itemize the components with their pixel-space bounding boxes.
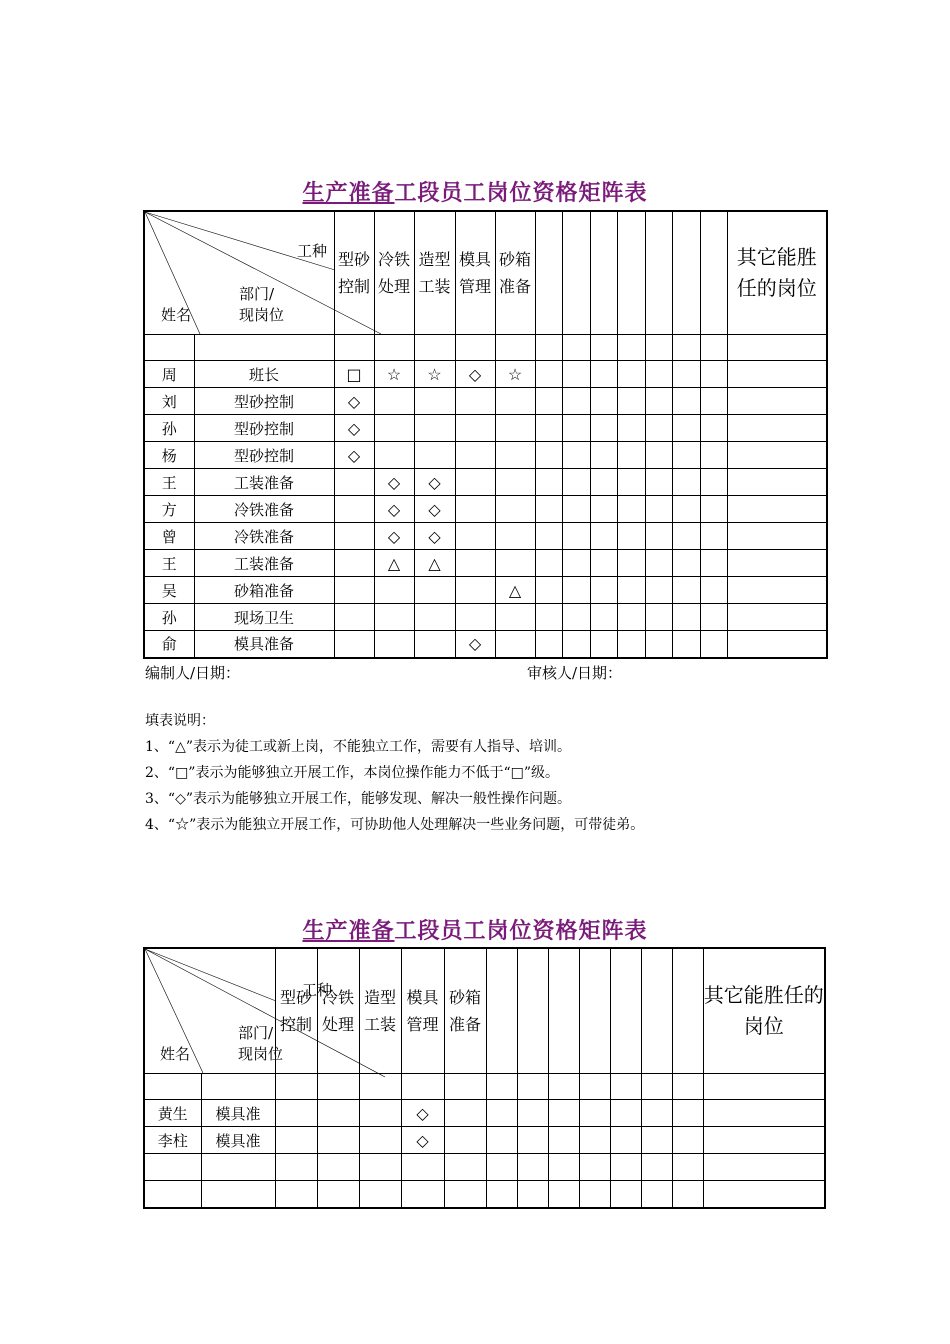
qualification-mark [374, 388, 414, 415]
employee-name: 李柱 [144, 1127, 201, 1154]
qualification-mark [495, 469, 535, 496]
table-row [144, 442, 827, 469]
qualification-mark [334, 523, 374, 550]
employee-name: 曾 [144, 523, 194, 550]
qualification-mark [275, 1154, 317, 1181]
title-rest: 工段员工岗位资格矩阵表 [394, 180, 648, 206]
qualification-mark: ◇ [401, 1100, 444, 1127]
column-header: 型砂控制 [275, 948, 317, 1074]
qualification-mark [495, 442, 535, 469]
qualification-mark: □ [334, 361, 374, 388]
employee-name: 方 [144, 496, 194, 523]
post-label: 现岗位 [238, 1045, 284, 1063]
qualification-mark [414, 415, 455, 442]
current-post: 班长 [194, 361, 334, 388]
employee-name [144, 1154, 201, 1181]
column-header: 模具管理 [401, 948, 444, 1074]
note-item: 3、“◇”表示为能够独立开展工作，能够发现、解决一般性操作问题。 [145, 791, 571, 807]
qualification-mark [414, 631, 455, 658]
column-header: 冷铁处理 [317, 948, 359, 1074]
table-row [144, 361, 827, 388]
qualification-mark: ◇ [401, 1127, 444, 1154]
table-row [144, 388, 827, 415]
qualification-mark [495, 523, 535, 550]
current-post: 冷铁准备 [194, 523, 334, 550]
note-item: 1、“△”表示为徒工或新上岗，不能独立工作，需要有人指导、培训。 [145, 739, 571, 755]
table-row [144, 415, 827, 442]
column-header: 造型工装 [414, 211, 455, 335]
qualification-mark [455, 604, 495, 631]
qualification-mark [374, 604, 414, 631]
table-row [144, 469, 827, 496]
qualification-mark [495, 388, 535, 415]
current-post: 型砂控制 [194, 388, 334, 415]
qualification-mark [414, 604, 455, 631]
table-row [144, 1181, 825, 1208]
employee-name [144, 1181, 201, 1208]
title-underlined: 生产准备 [302, 180, 395, 206]
qualification-mark: ◇ [374, 523, 414, 550]
employee-name: 俞 [144, 631, 194, 658]
current-post: 模具准 [201, 1127, 275, 1154]
title2-rest: 工段员工岗位资格矩阵表 [394, 918, 648, 944]
qualification-mark [444, 1181, 486, 1208]
current-post: 型砂控制 [194, 415, 334, 442]
note-item: 2、“□”表示为能够独立开展工作，本岗位操作能力不低于“□”级。 [145, 765, 559, 781]
blank-row [144, 1074, 825, 1100]
compiler-date-label: 编制人/日期： [145, 664, 241, 682]
post-label: 现岗位 [239, 306, 285, 324]
table-row [144, 1100, 825, 1127]
fill-instructions [145, 708, 644, 838]
qualification-mark [317, 1181, 359, 1208]
name-label: 姓名 [160, 1045, 191, 1063]
employee-name: 吴 [144, 577, 194, 604]
qualification-mark [455, 469, 495, 496]
qualification-mark [334, 469, 374, 496]
qualification-mark: ◇ [374, 496, 414, 523]
current-post: 模具准 [201, 1100, 275, 1127]
qualification-mark [359, 1154, 401, 1181]
current-post: 模具准备 [194, 631, 334, 658]
qualification-mark [455, 577, 495, 604]
qualification-mark: ☆ [374, 361, 414, 388]
table-row [144, 631, 827, 658]
current-post: 冷铁准备 [194, 496, 334, 523]
table-row [144, 496, 827, 523]
qualification-mark: ◇ [414, 496, 455, 523]
job-type-label: 工种 [302, 981, 333, 999]
qualification-mark: ◇ [414, 523, 455, 550]
column-header: 砂箱准备 [444, 948, 486, 1074]
qualification-mark [317, 1127, 359, 1154]
header-row [144, 211, 827, 335]
blank-row [144, 335, 827, 361]
qualification-mark: ◇ [414, 469, 455, 496]
employee-name: 孙 [144, 604, 194, 631]
qualification-mark [317, 1154, 359, 1181]
qualification-mark [455, 442, 495, 469]
qualification-mark [444, 1100, 486, 1127]
qualification-mark: ◇ [334, 442, 374, 469]
reviewer-date-label: 审核人/日期： [527, 664, 623, 682]
table-row [144, 604, 827, 631]
qualification-mark: ◇ [334, 388, 374, 415]
qualification-matrix-table-2 [143, 947, 826, 1209]
qualification-mark [359, 1127, 401, 1154]
current-post: 工装准备 [194, 469, 334, 496]
qualification-mark [495, 496, 535, 523]
table-row [144, 577, 827, 604]
current-post: 工装准备 [194, 550, 334, 577]
employee-name: 刘 [144, 388, 194, 415]
qualification-mark [401, 1181, 444, 1208]
notes-heading: 填表说明： [145, 713, 215, 729]
qualification-mark [414, 388, 455, 415]
qualification-mark [414, 442, 455, 469]
dept-label: 部门/ [238, 1024, 274, 1042]
qualification-mark: ◇ [455, 361, 495, 388]
current-post [201, 1154, 275, 1181]
qualification-mark: ☆ [414, 361, 455, 388]
column-header: 造型工装 [359, 948, 401, 1074]
qualification-mark [444, 1127, 486, 1154]
qualification-mark [359, 1181, 401, 1208]
current-post: 现场卫生 [194, 604, 334, 631]
qualification-mark [275, 1100, 317, 1127]
column-header: 模具管理 [455, 211, 495, 335]
qualification-mark [275, 1127, 317, 1154]
qualification-mark [455, 523, 495, 550]
other-posts-header: 其它能胜任的岗位 [727, 211, 827, 335]
employee-name: 杨 [144, 442, 194, 469]
employee-name: 周 [144, 361, 194, 388]
qualification-mark: ☆ [495, 361, 535, 388]
qualification-mark: ◇ [374, 469, 414, 496]
current-post: 砂箱准备 [194, 577, 334, 604]
qualification-mark [401, 1154, 444, 1181]
other-posts-header: 其它能胜任的岗位 [703, 948, 825, 1074]
qualification-mark [334, 631, 374, 658]
qualification-mark: △ [374, 550, 414, 577]
table-row [144, 550, 827, 577]
title2-underlined: 生产准备 [302, 918, 395, 944]
qualification-mark: ◇ [455, 631, 495, 658]
column-header: 砂箱准备 [495, 211, 535, 335]
qualification-mark [455, 550, 495, 577]
qualification-mark [495, 550, 535, 577]
qualification-mark [455, 415, 495, 442]
page-title-2 [0, 914, 950, 945]
qualification-mark [334, 577, 374, 604]
qualification-mark [334, 496, 374, 523]
qualification-mark [374, 442, 414, 469]
qualification-mark: △ [414, 550, 455, 577]
qualification-mark [317, 1100, 359, 1127]
note-item: 4、“☆”表示为能独立开展工作，可协助他人处理解决一些业务问题，可带徒弟。 [145, 817, 645, 833]
qualification-mark [444, 1154, 486, 1181]
table-row [144, 1154, 825, 1181]
qualification-mark [495, 631, 535, 658]
qualification-matrix-table [143, 210, 828, 659]
employee-name: 王 [144, 469, 194, 496]
qualification-mark [495, 415, 535, 442]
qualification-mark [374, 415, 414, 442]
qualification-mark [374, 577, 414, 604]
qualification-mark [495, 604, 535, 631]
dept-label: 部门/ [239, 285, 275, 303]
corner-header-cell [144, 211, 334, 335]
qualification-mark [334, 604, 374, 631]
name-label: 姓名 [161, 306, 192, 324]
qualification-mark [334, 550, 374, 577]
table-row [144, 523, 827, 550]
qualification-mark [275, 1181, 317, 1208]
column-header: 冷铁处理 [374, 211, 414, 335]
qualification-mark [414, 577, 455, 604]
column-header: 型砂控制 [334, 211, 374, 335]
table-row [144, 1127, 825, 1154]
employee-name: 孙 [144, 415, 194, 442]
current-post [201, 1181, 275, 1208]
current-post: 型砂控制 [194, 442, 334, 469]
employee-name: 王 [144, 550, 194, 577]
page-title [0, 176, 950, 207]
qualification-mark [455, 496, 495, 523]
qualification-mark: △ [495, 577, 535, 604]
qualification-mark: ◇ [334, 415, 374, 442]
employee-name: 黄生 [144, 1100, 201, 1127]
job-type-label: 工种 [297, 242, 328, 260]
qualification-mark [359, 1100, 401, 1127]
qualification-mark [374, 631, 414, 658]
header-row [144, 948, 825, 1074]
qualification-mark [455, 388, 495, 415]
